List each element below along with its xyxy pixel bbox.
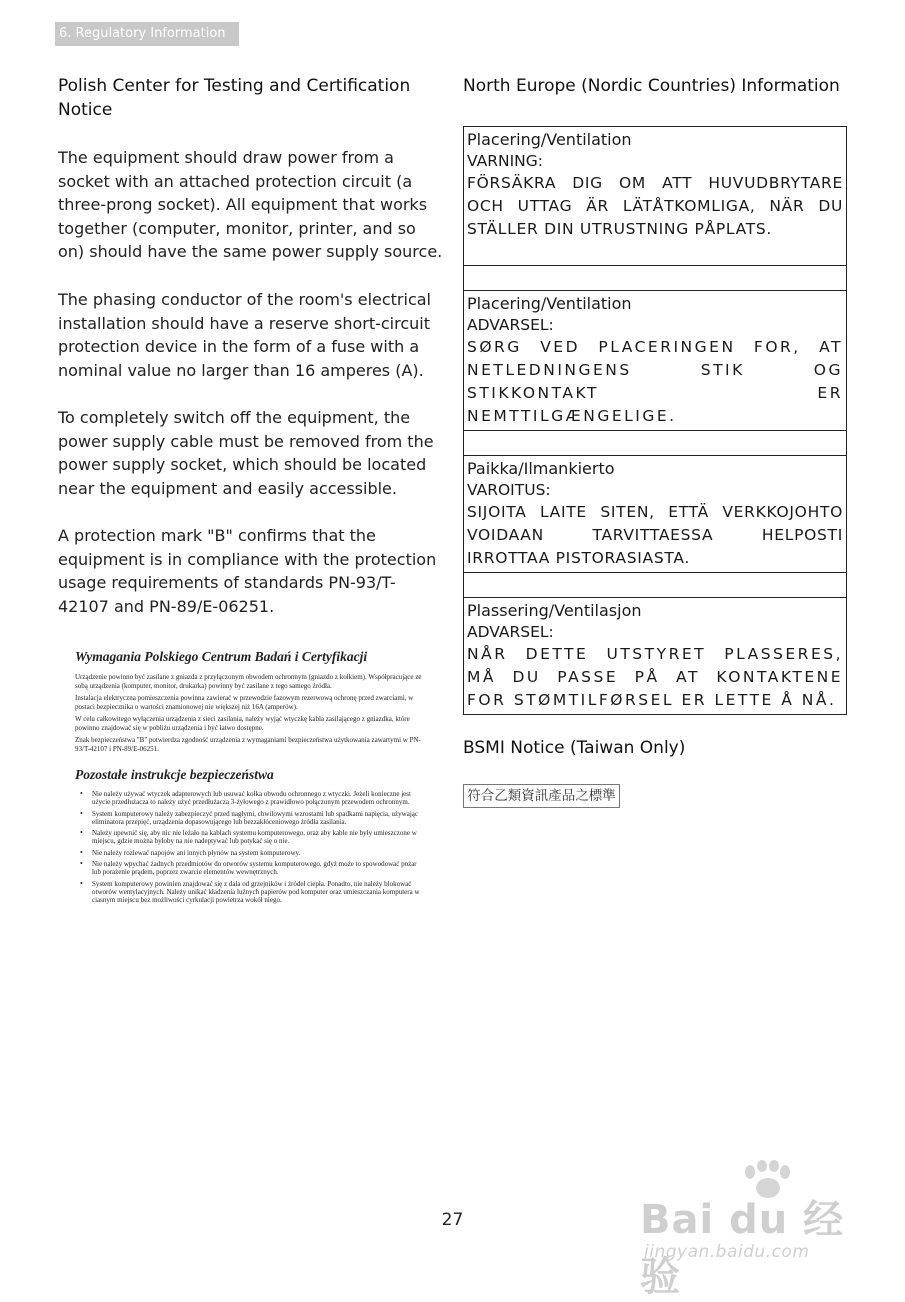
nordic-text: FÖRSÄKRA DIG OM ATT HUVUDBRYTARE OCH UTTAG ÄR LÄTÅTKOMLIGA, NÄR DU STÄLLER DIN UTRUSTNING PÅPLATS. — [467, 174, 843, 238]
nordic-text: SØRG VED PLACERINGEN FOR, AT NETLEDNINGENS STIK OG STIKKONTAKT ER NEMTTILGÆNGELIGE. — [467, 338, 843, 425]
nordic-spacer-row — [464, 266, 846, 291]
nordic-notice-table — [463, 126, 847, 715]
nordic-label: Paikka/Ilmankierto — [467, 459, 615, 478]
nordic-label: Placering/Ventilation — [467, 294, 632, 313]
watermark-url: jingyan.baidu.com — [644, 1242, 810, 1262]
bsmi-heading: BSMI Notice (Taiwan Only) — [463, 738, 686, 758]
bsmi-mark: 符合乙類資訊產品之標準 — [463, 784, 620, 808]
nordic-text: SIJOITA LAITE SITEN, ETTÄ VERKKOJOHTO VOIDAAN TARVITTAESSA HELPOSTI IRROTTAA PISTORASIASTA. — [467, 503, 843, 567]
section-tag: 6. Regulatory Information — [55, 22, 239, 46]
nordic-spacer-row — [464, 573, 846, 598]
nordic-cell-finnish — [464, 456, 846, 573]
nordic-label: Plassering/Ventilasjon — [467, 601, 642, 620]
scan-bullet: • Należy upewnić się, aby nic nie leżało na kablach systemu komputerowego, oraz aby kable nie były umieszczone w miejscu, gdzie można byłoby na nie nadeptywać lub potykać się o nie. — [92, 829, 422, 846]
nordic-spacer-row — [464, 431, 846, 456]
nordic-warning: VARNING: — [467, 152, 543, 170]
scan-paragraph: Instalacja elektryczna pomieszczenia powinna zawierać w przewodzie fazowym rezerwową ochronę przed zwarciami, w postaci bezpiecznika o wartości znamionowej nie większej niż 16A (amperów). — [75, 694, 414, 711]
scan-bullet: • Nie należy wpychać żadnych przedmiotów do otworów systemu komputerowego, gdyż może to spowodować pożar lub porażenie prądem, poprzez zwarcie elementów wewnętrznych. — [92, 860, 422, 877]
nordic-cell-norwegian — [464, 598, 846, 714]
polish-paragraph-1: The equipment should draw power from a socket with an attached protection circuit (a three-prong socket). All equipment that works together (computer, monitor, printer, and so on) should have the same power supply source. — [58, 148, 443, 261]
nordic-cell-danish — [464, 291, 846, 431]
nordic-text: NÅR DETTE UTSTYRET PLASSERES, MÅ DU PASSE PÅ AT KONTAKTENE FOR STØMTILFØRSEL ER LETTE Å NÅ. — [467, 645, 843, 709]
nordic-label: Placering/Ventilation — [467, 130, 632, 149]
scan-paragraph: Urządzenie powinno być zasilane z gniazda z przyłączonym obwodem ochronnym (gniazdo z kołkiem). Współpracujące ze sobą urządzenia (komputer, monitor, drukarka) powinny być zasilane z tego samego źródła. — [75, 673, 422, 690]
watermark-brand: Bai du 经验 — [640, 1197, 845, 1300]
scan-paragraph: W celu całkowitego wyłączenia urządzenia z sieci zasilania, należy wyjąć wtyczkę kabla zasilającego z gniazdka, które powinno znajdować się w pobliżu urządzenia i być łatwo dostępne. — [75, 715, 410, 732]
scan-paragraph: Znak bezpieczeństwa "B" potwierdza zgodność urządzenia z wymaganiami bezpieczeństwa użytkowania zawartymi w PN-93/T-42107 i PN-89/E-06251. — [75, 736, 421, 753]
polish-notice-heading: Polish Center for Testing and Certification Notice — [58, 76, 411, 120]
scan-title-other-instructions: Pozostałe instrukcje bezpieczeństwa — [75, 767, 274, 782]
nordic-warning: VAROITUS: — [467, 481, 551, 499]
polish-paragraph-2: The phasing conductor of the room's electrical installation should have a reserve short-circuit protection device in the form of a fuse with a nominal value no larger than 16 amperes (A). — [58, 290, 431, 380]
scan-bullet: • Nie należy używać wtyczek adapterowych lub usuwać kołka obwodu ochronnego z wtyczki. Jeżeli konieczne jest użycie przedłużacza to należy użyć przedłużacza 3-żyłowego z prawidłowo połączonym przewodem ochronnym. — [92, 790, 422, 807]
polish-paragraph-3: To completely switch off the equipment, the power supply cable must be removed from the power supply socket, which should be located near the equipment and easily accessible. — [58, 408, 434, 498]
polish-requirements-scan — [72, 645, 422, 955]
scan-bullet: • System komputerowy należy zabezpieczyć przed nagłymi, chwilowymi wzrostami lub spadkami napięcia, używając eliminatora przepięć, urządzenia dopasowującego lub bezzakłóceniowego źródła zasilania. — [92, 810, 422, 827]
nordic-warning: ADVARSEL: — [467, 316, 554, 334]
scan-bullet-list — [72, 790, 422, 905]
page-number: 27 — [441, 1210, 464, 1230]
nordic-warning: ADVARSEL: — [467, 623, 554, 641]
polish-paragraph-4: A protection mark "B" confirms that the equipment is in compliance with the protection usage requirements of standards PN-93/T-42107 and PN-89/E-06251. — [58, 526, 437, 616]
scan-title-requirements: Wymagania Polskiego Centrum Badań i Certyfikacji — [75, 649, 368, 664]
baidu-watermark — [640, 1160, 870, 1300]
scan-bullet: • System komputerowy powinien znajdować się z dala od grzejników i źródeł ciepła. Ponadto, nie należy blokować otworów wentylacyjnych. Należy unikać kładzenia luźnych papierów pod komputer oraz umieszczania komputera w ciasnym miejscu bez możliwości cyrkulacji powietrza wokół niego. — [92, 880, 422, 905]
scan-bullet: • Nie należy rozlewać napojów ani innych płynów na system komputerowy. — [92, 849, 422, 857]
nordic-cell-swedish — [464, 127, 846, 266]
nordic-heading: North Europe (Nordic Countries) Information — [463, 76, 840, 96]
